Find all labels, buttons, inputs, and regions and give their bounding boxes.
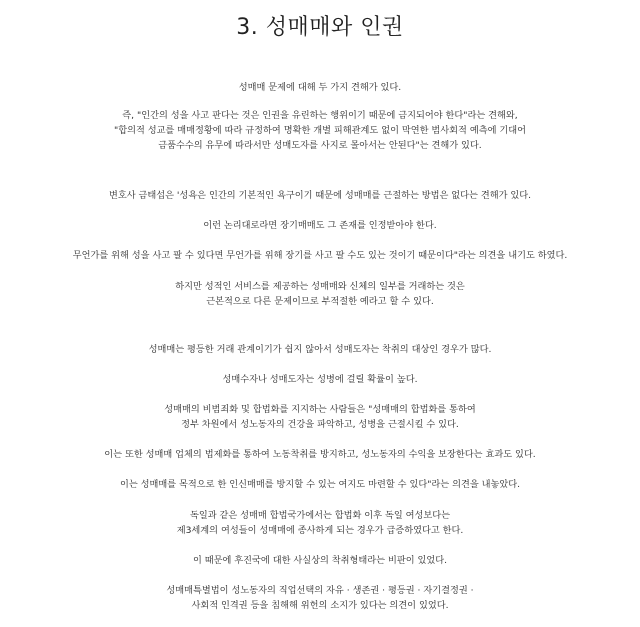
paragraph-trafficking (0, 477, 640, 492)
paragraph-organ-trade (0, 218, 640, 233)
paragraph-line: 성매매 문제에 대해 두 가지 견해가 있다. (238, 82, 402, 93)
paragraph-line: 정부 차원에서 성노동자의 건강을 파악하고, 성병을 근절시킬 수 있다. (181, 419, 459, 430)
paragraph-line: 독일과 같은 성매매 합법국가에서는 합법화 이후 독일 여성보다는 (189, 510, 451, 521)
paragraph-line: "합의적 성교를 매매정황에 따라 규정하여 명확한 개별 피해관계도 없이 막연한 범사회적 예측에 기대어 (113, 125, 527, 136)
paragraph-line: 이는 또한 성매매 업체의 법제화를 통하여 노동착취를 방지하고, 성노동자의 수익을 보장한다는 효과도 있다. (104, 449, 536, 460)
paragraph-legalization-support (0, 402, 640, 432)
paragraph-line: 성매수자나 성매도자는 성병에 걸릴 확률이 높다. (222, 374, 418, 385)
paragraph-exploitation (0, 342, 640, 357)
paragraph-germany-case (0, 508, 640, 538)
paragraph-lawyer-view (0, 188, 640, 203)
paragraph-line: 이 때문에 후진국에 대한 사실상의 착취형태라는 비판이 있었다. (192, 555, 448, 566)
paragraph-line: 이는 성매매를 목적으로 한 인신매매를 방지할 수 있는 여지도 마련할 수 있다"라는 의견을 내놓았다. (119, 479, 521, 490)
paragraph-line: 이런 논리대로라면 장기매매도 그 존재를 인정받아야 한다. (203, 220, 437, 231)
paragraph-line: 하지만 성적인 서비스를 제공하는 성매매와 신체의 일부를 거래하는 것은 (175, 281, 465, 292)
paragraph-line: 성매매는 평등한 거래 관계이기가 쉽지 않아서 성매도자는 착취의 대상인 경우가 많다. (148, 344, 492, 355)
paragraph-views-intro (0, 80, 640, 95)
paragraph-line: 근본적으로 다른 문제이므로 부적절한 예라고 할 수 있다. (206, 296, 434, 307)
paragraph-line: 무언가를 위해 성을 사고 팔 수 있다면 무언가를 위해 장기를 사고 팔 수도 있는 것이기 때문이다"라는 의견을 내기도 하였다. (72, 250, 568, 261)
paragraph-line: 성매매특별법이 성노동자의 직업선택의 자유 · 생존권 · 평등권 · 자기결정권 · (166, 585, 474, 596)
paragraph-labor-protection (0, 447, 640, 462)
paragraph-line: 제3세계의 여성들이 성매매에 종사하게 되는 경우가 급증하였다고 한다. (176, 525, 464, 536)
page-title: 3. 성매매와 인권 (236, 15, 404, 40)
paragraph-two-views (0, 108, 640, 153)
paragraph-constitutional (0, 583, 640, 613)
paragraph-line: 사회적 인격권 등을 침해해 위헌의 소지가 있다는 의견이 있었다. (191, 600, 449, 611)
paragraph-line: 금품수수의 유무에 따라서만 성매도자를 사지로 몰아서는 안된다"는 견해가 있다. (158, 140, 482, 151)
paragraph-line: 성매매의 비범죄화 및 합법화를 지지하는 사람들은 "성매매의 합법화를 통하여 (164, 404, 476, 415)
paragraph-criticism (0, 553, 640, 568)
paragraph-disease-risk (0, 372, 640, 387)
paragraph-organ-opinion (0, 248, 640, 263)
paragraph-counterpoint (0, 279, 640, 309)
paragraph-line: 변호사 금태섭은 '성욕은 인간의 기본적인 욕구이기 때문에 성매매를 근절하는 방법은 없다는 견해가 있다. (108, 190, 532, 201)
paragraph-line: 즉, "인간의 성을 사고 판다는 것은 인권을 유린하는 행위이기 때문에 금지되어야 한다"라는 견해와, (122, 110, 518, 121)
